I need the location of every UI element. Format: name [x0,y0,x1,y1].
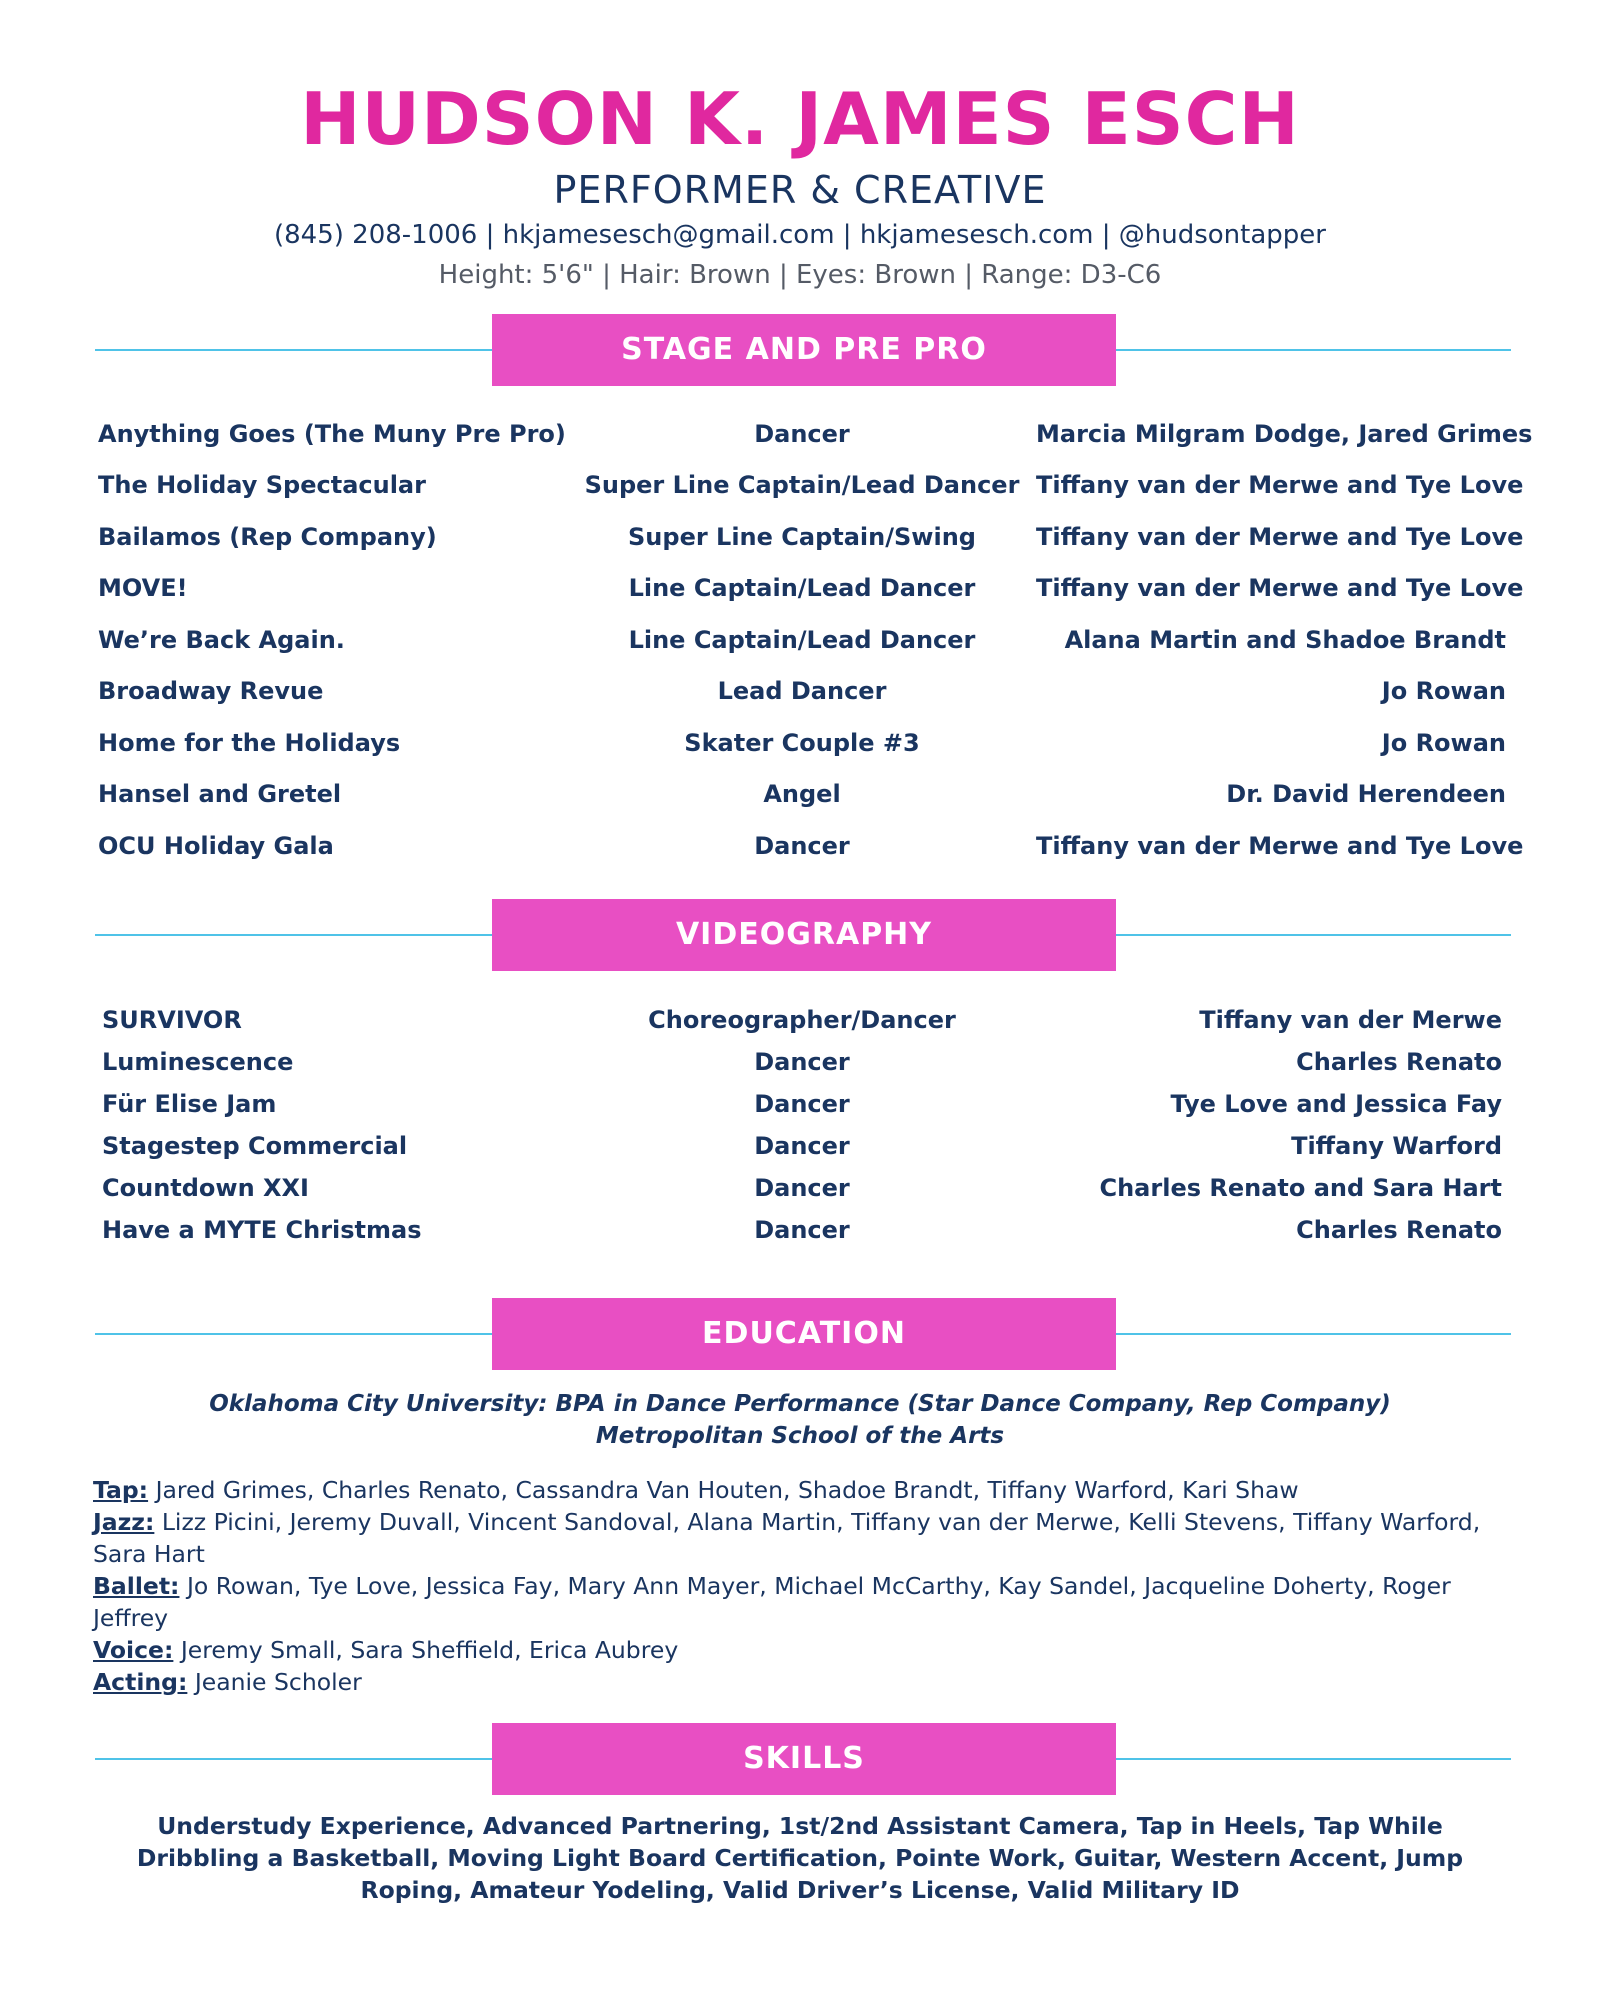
credit-row [98,563,1524,615]
credit-row [102,999,1502,1041]
credit-row [102,1209,1502,1251]
credit-title: MOVE! [98,574,188,603]
credit-row [102,1125,1502,1167]
credit-director: Tiffany van der Merwe and Tye Love [1036,471,1524,500]
teacher-category-label: Voice: [93,1636,174,1664]
stage-credits-table [98,408,1533,872]
credit-director: Tiffany van der Merwe and Tye Love [1036,522,1524,551]
credit-role: Dancer [754,1048,850,1076]
credit-role: Dancer [754,419,850,448]
teacher-names: Lizz Picini, Jeremy Duvall, Vincent Sandoval, Alana Martin, Tiffany van der Merwe, Kelli Stevens, Tiffany Warford, Sara Hart [93,1508,1481,1568]
skills-text: Understudy Experience, Advanced Partnering, 1st/2nd Assistant Camera, Tap in Heels, Tap While Dribbling a Basketball, Moving Light Board Certification, Pointe Work, Guitar, Western Accent, Jump Roping, Amateur Yodeling, Valid Driver’s License, Valid Military ID [136,1812,1464,1904]
credit-role: Dancer [754,1174,850,1202]
credit-role: Angel [763,780,841,809]
credit-title: OCU Holiday Gala [98,831,334,860]
credit-row [102,1041,1502,1083]
physical-stats: Height: 5'6" | Hair: Brown | Eyes: Brown | Range: D3-C6 [438,260,1162,290]
teachers-acting [93,1666,1513,1698]
credit-title: Broadway Revue [98,677,324,706]
credit-role: Skater Couple #3 [684,728,920,757]
credit-title: SURVIVOR [102,1006,242,1034]
resume-subtitle: PERFORMER & CREATIVE [553,168,1047,212]
section-header-skills [0,1723,1600,1795]
credit-title: We’re Back Again. [98,625,345,654]
contact-info: (845) 208-1006 | hkjamesesch@gmail.com | hkjamesesch.com | @hudsontapper [274,220,1326,250]
section-header-education [0,1298,1600,1370]
resume-name: HUDSON K. JAMES ESCH [300,77,1300,161]
credit-title: The Holiday Spectacular [98,471,426,500]
credit-row [98,717,1506,769]
credit-role: Choreographer/Dancer [648,1006,956,1034]
credit-title: Bailamos (Rep Company) [98,522,437,551]
credit-row [98,460,1524,512]
videography-credits-table [102,999,1502,1251]
credit-title: Home for the Holidays [98,728,401,757]
section-title-videography: VIDEOGRAPHY [492,899,1116,971]
credit-role: Dancer [754,1132,850,1160]
section-title-stage: STAGE AND PRE PRO [492,314,1116,386]
teachers-jazz [93,1506,1513,1570]
credit-director: Tiffany van der Merwe [1199,1006,1502,1034]
credit-title: Stagestep Commercial [102,1132,408,1160]
section-title-education: EDUCATION [492,1298,1116,1370]
credit-director: Tye Love and Jessica Fay [1170,1090,1502,1118]
teacher-names: Jared Grimes, Charles Renato, Cassandra Van Houten, Shadoe Brandt, Tiffany Warford, Kari Shaw [155,1476,1299,1504]
credit-row [98,408,1533,460]
teacher-category-label: Acting: [93,1668,188,1696]
credit-title: Anything Goes (The Muny Pre Pro) [98,419,566,448]
credit-row [98,666,1506,718]
credit-role: Super Line Captain/Lead Dancer [584,471,1020,500]
credit-role: Super Line Captain/Swing [628,522,976,551]
teacher-names: Jeanie Scholer [194,1668,362,1696]
teachers-list [93,1474,1513,1698]
credit-row [98,769,1506,821]
teacher-category-label: Tap: [93,1476,149,1504]
credit-role: Line Captain/Lead Dancer [628,625,976,654]
credit-director: Jo Rowan [1381,728,1506,757]
credit-director: Charles Renato [1296,1216,1502,1244]
school-metropolitan: Metropolitan School of the Arts [595,1423,1005,1449]
credit-title: Luminescence [102,1048,294,1076]
teacher-names: Jeremy Small, Sara Sheffield, Erica Aubrey [180,1636,679,1664]
section-header-stage [0,314,1600,386]
credit-role: Dancer [754,1090,850,1118]
credit-director: Charles Renato [1296,1048,1502,1076]
section-header-videography [0,899,1600,971]
credit-director: Jo Rowan [1381,677,1506,706]
credit-director: Marcia Milgram Dodge, Jared Grimes [1036,419,1533,448]
credit-director: Dr. David Herendeen [1226,780,1506,809]
teachers-ballet [93,1570,1513,1634]
teacher-names: Jo Rowan, Tye Love, Jessica Fay, Mary Ann Mayer, Michael McCarthy, Kay Sandel, Jacqueline Doherty, Roger Jeffrey [93,1572,1451,1632]
credit-row [98,820,1524,872]
section-title-skills: SKILLS [492,1723,1116,1795]
credit-director: Alana Martin and Shadoe Brandt [1064,625,1506,654]
credit-director: Tiffany Warford [1291,1132,1502,1160]
teachers-tap [93,1474,1513,1506]
teacher-category-label: Ballet: [93,1572,180,1600]
credit-role: Dancer [754,831,850,860]
credit-row [98,511,1524,563]
credit-row [102,1167,1502,1209]
school-university: Oklahoma City University: BPA in Dance Performance (Star Dance Company, Rep Company) [209,1391,1391,1417]
credit-director: Charles Renato and Sara Hart [1099,1174,1502,1202]
credit-role: Line Captain/Lead Dancer [628,574,976,603]
credit-title: Hansel and Gretel [98,780,342,809]
credit-title: Have a MYTE Christmas [102,1216,422,1244]
education-schools [0,1388,1600,1452]
credit-director: Tiffany van der Merwe and Tye Love [1036,574,1524,603]
credit-role: Lead Dancer [717,677,887,706]
credit-director: Tiffany van der Merwe and Tye Love [1036,831,1524,860]
credit-title: Countdown XXI [102,1174,309,1202]
credit-title: Für Elise Jam [102,1090,277,1118]
credit-row [102,1083,1502,1125]
credit-row [98,614,1506,666]
teacher-category-label: Jazz: [93,1508,155,1536]
credit-role: Dancer [754,1216,850,1244]
teachers-voice [93,1634,1513,1666]
